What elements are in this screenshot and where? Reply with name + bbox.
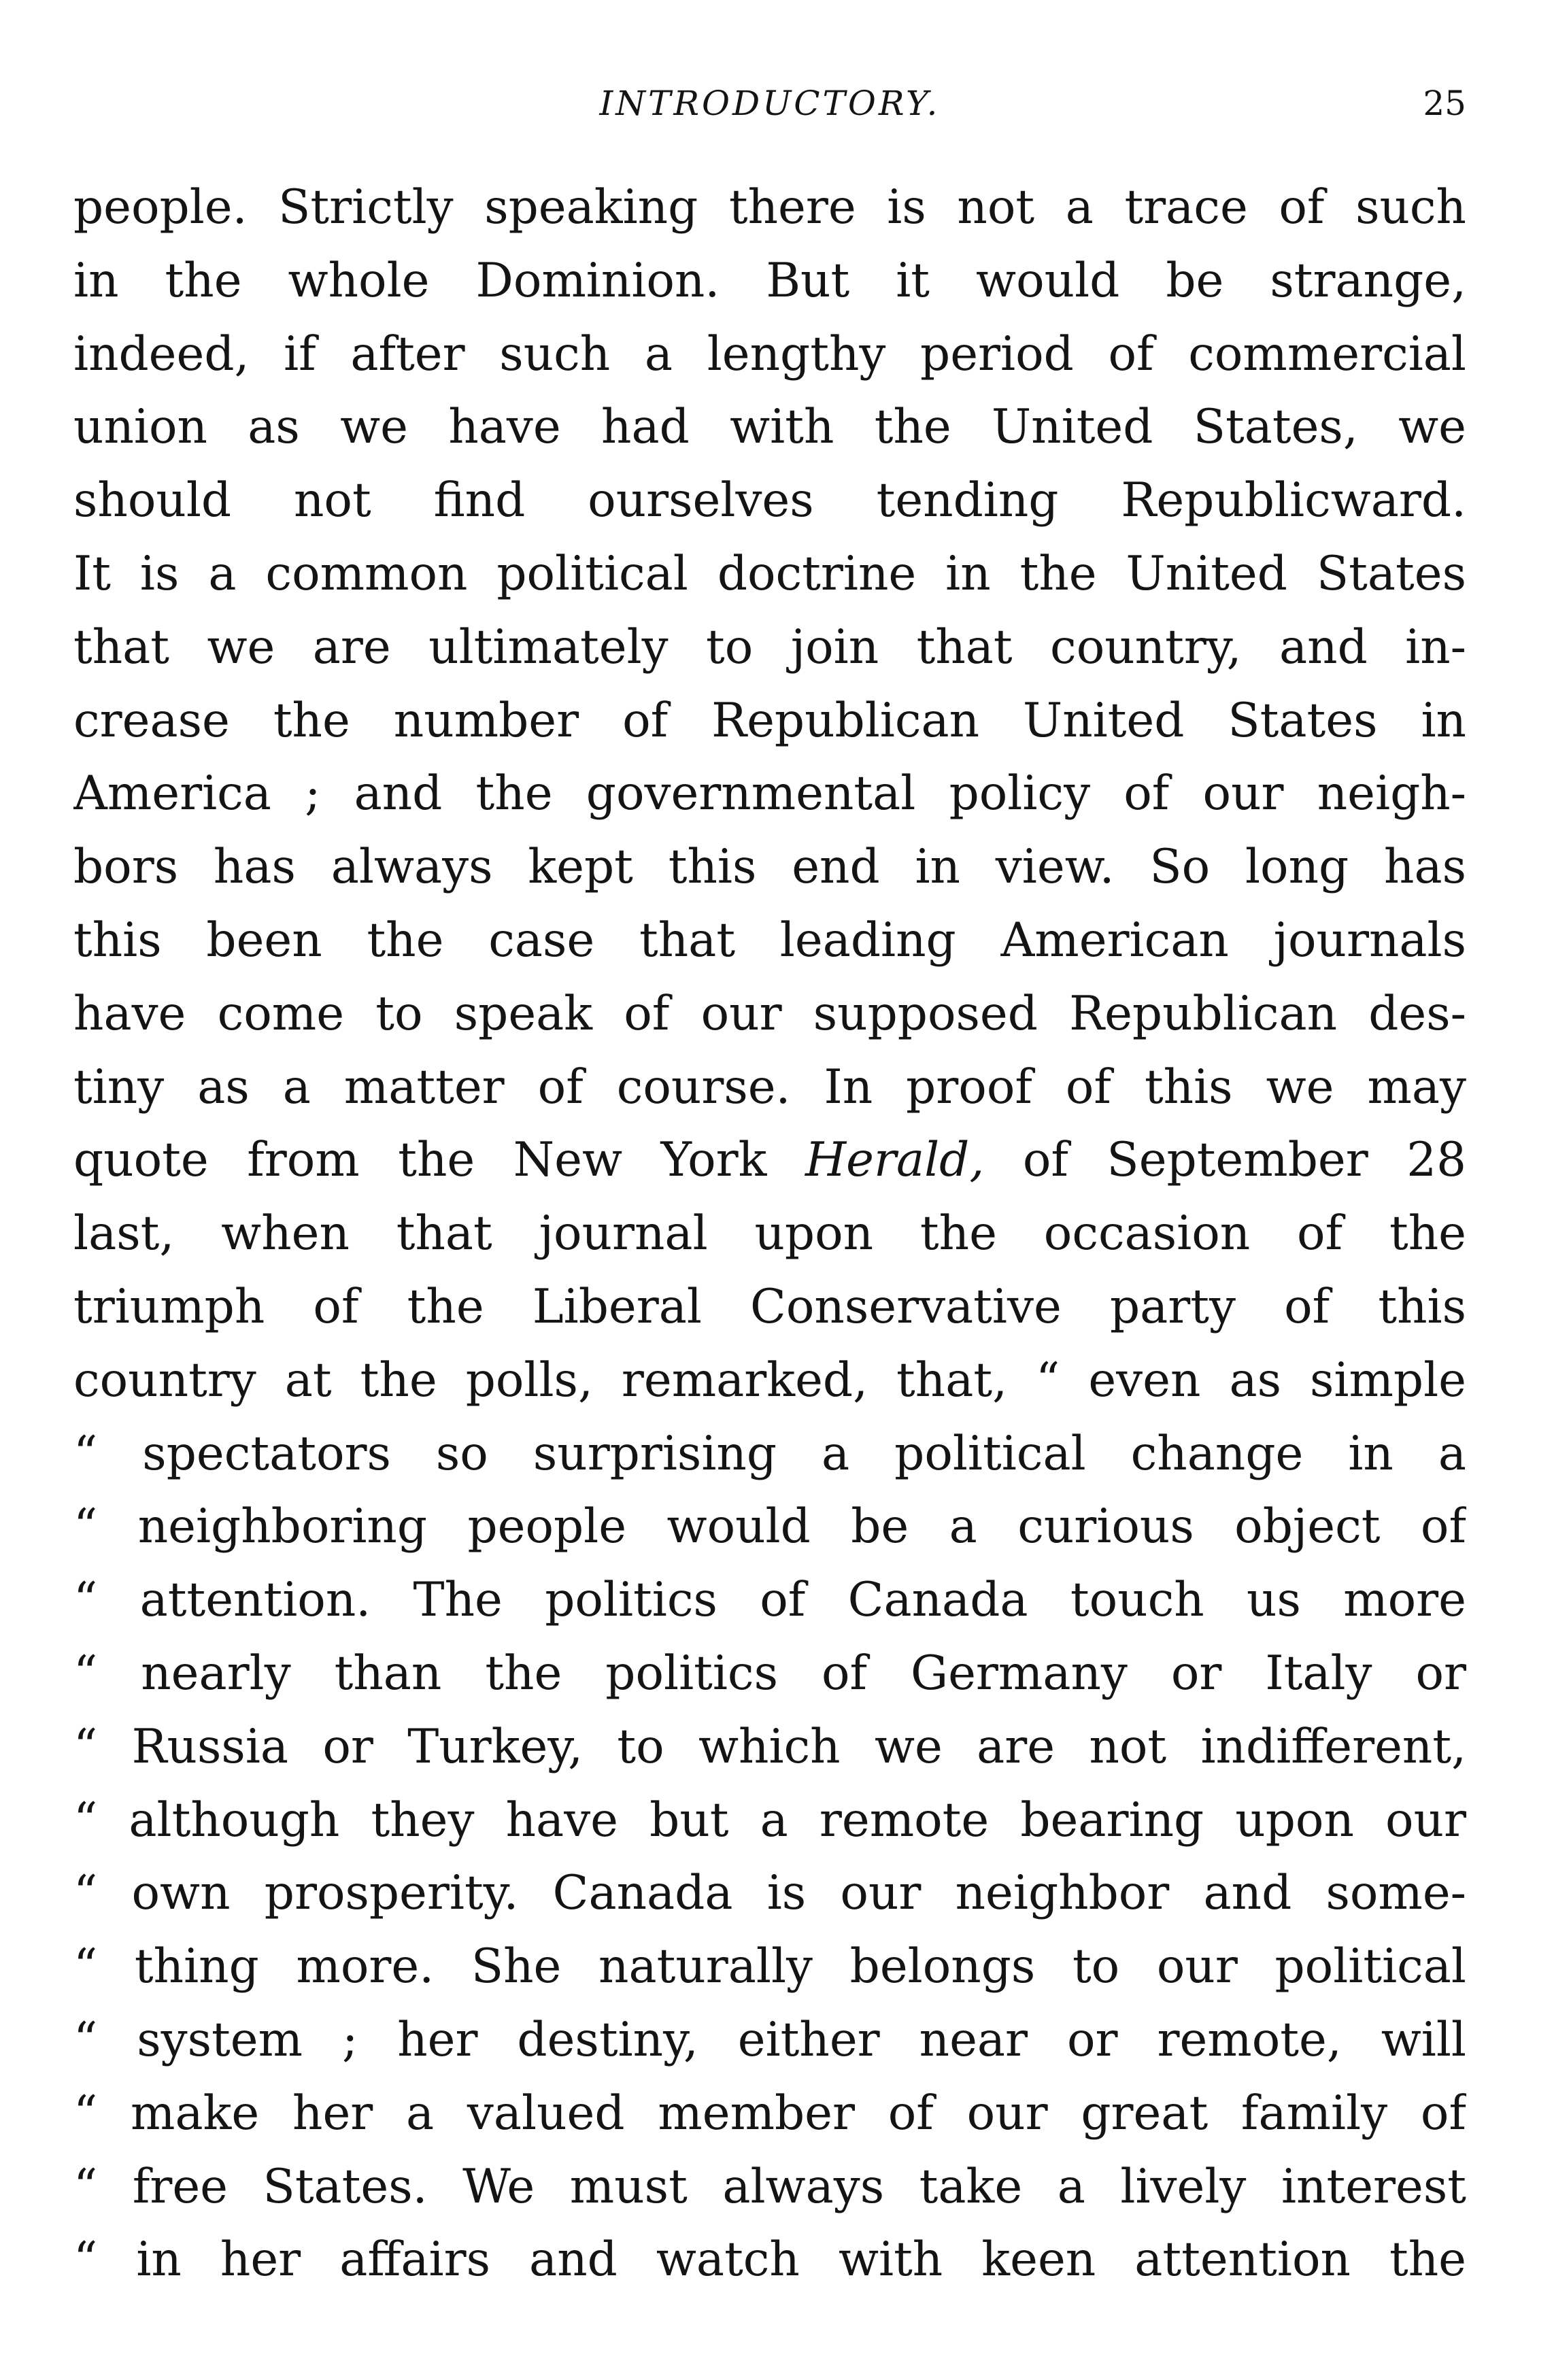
text-line: “ Russia or Turkey, to which we are not indifferent, (73, 1719, 1466, 1774)
text-segment: quote from the New York (73, 1133, 767, 1188)
text-line: crease the number of Republican United States in (73, 693, 1466, 748)
text-line: “ although they have but a remote bearing upon our (73, 1792, 1466, 1848)
text-line: last, when that journal upon the occasion of the (73, 1206, 1466, 1261)
text-line: “ attention. The politics of Canada touch us more (73, 1573, 1466, 1628)
text-line: “ free States. We must always take a lively interest (73, 2159, 1466, 2214)
page-number: 25 (1423, 84, 1466, 123)
newspaper-title: Herald, (805, 1133, 985, 1188)
text-line: bors has always kept this end in view. So long has (73, 840, 1466, 895)
text-line: “ system ; her destiny, either near or remote, will (73, 2012, 1466, 2067)
text-line: country at the polls, remarked, that, “ even as simple (73, 1353, 1466, 1408)
text-line: tiny as a matter of course. In proof of this we may (73, 1059, 1466, 1115)
text-line: “ spectators so surprising a political change in a (73, 1426, 1466, 1481)
text-line: “ neighboring people would be a curious object of (73, 1499, 1466, 1554)
text-segment: of September 28 (1022, 1133, 1466, 1188)
text-line: indeed, if after such a lengthy period of commercial (73, 326, 1466, 381)
text-line: America ; and the governmental policy of our neigh- (73, 766, 1466, 821)
text-line: “ thing more. She naturally belongs to our political (73, 1939, 1466, 1994)
text-line: union as we have had with the United States, we (73, 400, 1466, 455)
text-line: that we are ultimately to join that country, and in- (73, 619, 1466, 675)
text-line: “ nearly than the politics of Germany or Italy or (73, 1646, 1466, 1701)
running-title: INTRODUCTORY. (599, 84, 941, 123)
text-line: “ own prosperity. Canada is our neighbor and some- (73, 1866, 1466, 1921)
text-line: “ in her affairs and watch with keen attention the (73, 2232, 1466, 2288)
text-line: triumph of the Liberal Conservative party of this (73, 1279, 1466, 1334)
text-line-with-italic (73, 1124, 1466, 1197)
text-line: in the whole Dominion. But it would be strange, (73, 253, 1466, 308)
text-line: “ make her a valued member of our great family of (73, 2086, 1466, 2141)
body-text (73, 171, 1466, 2297)
page-header (73, 76, 1466, 131)
text-line: have come to speak of our supposed Republican des- (73, 986, 1466, 1041)
text-line: should not find ourselves tending Republicward. (73, 473, 1466, 528)
text-line: this been the case that leading American journals (73, 913, 1466, 968)
text-line: It is a common political doctrine in the United States (73, 546, 1466, 601)
text-line: people. Strictly speaking there is not a trace of such (73, 180, 1466, 235)
